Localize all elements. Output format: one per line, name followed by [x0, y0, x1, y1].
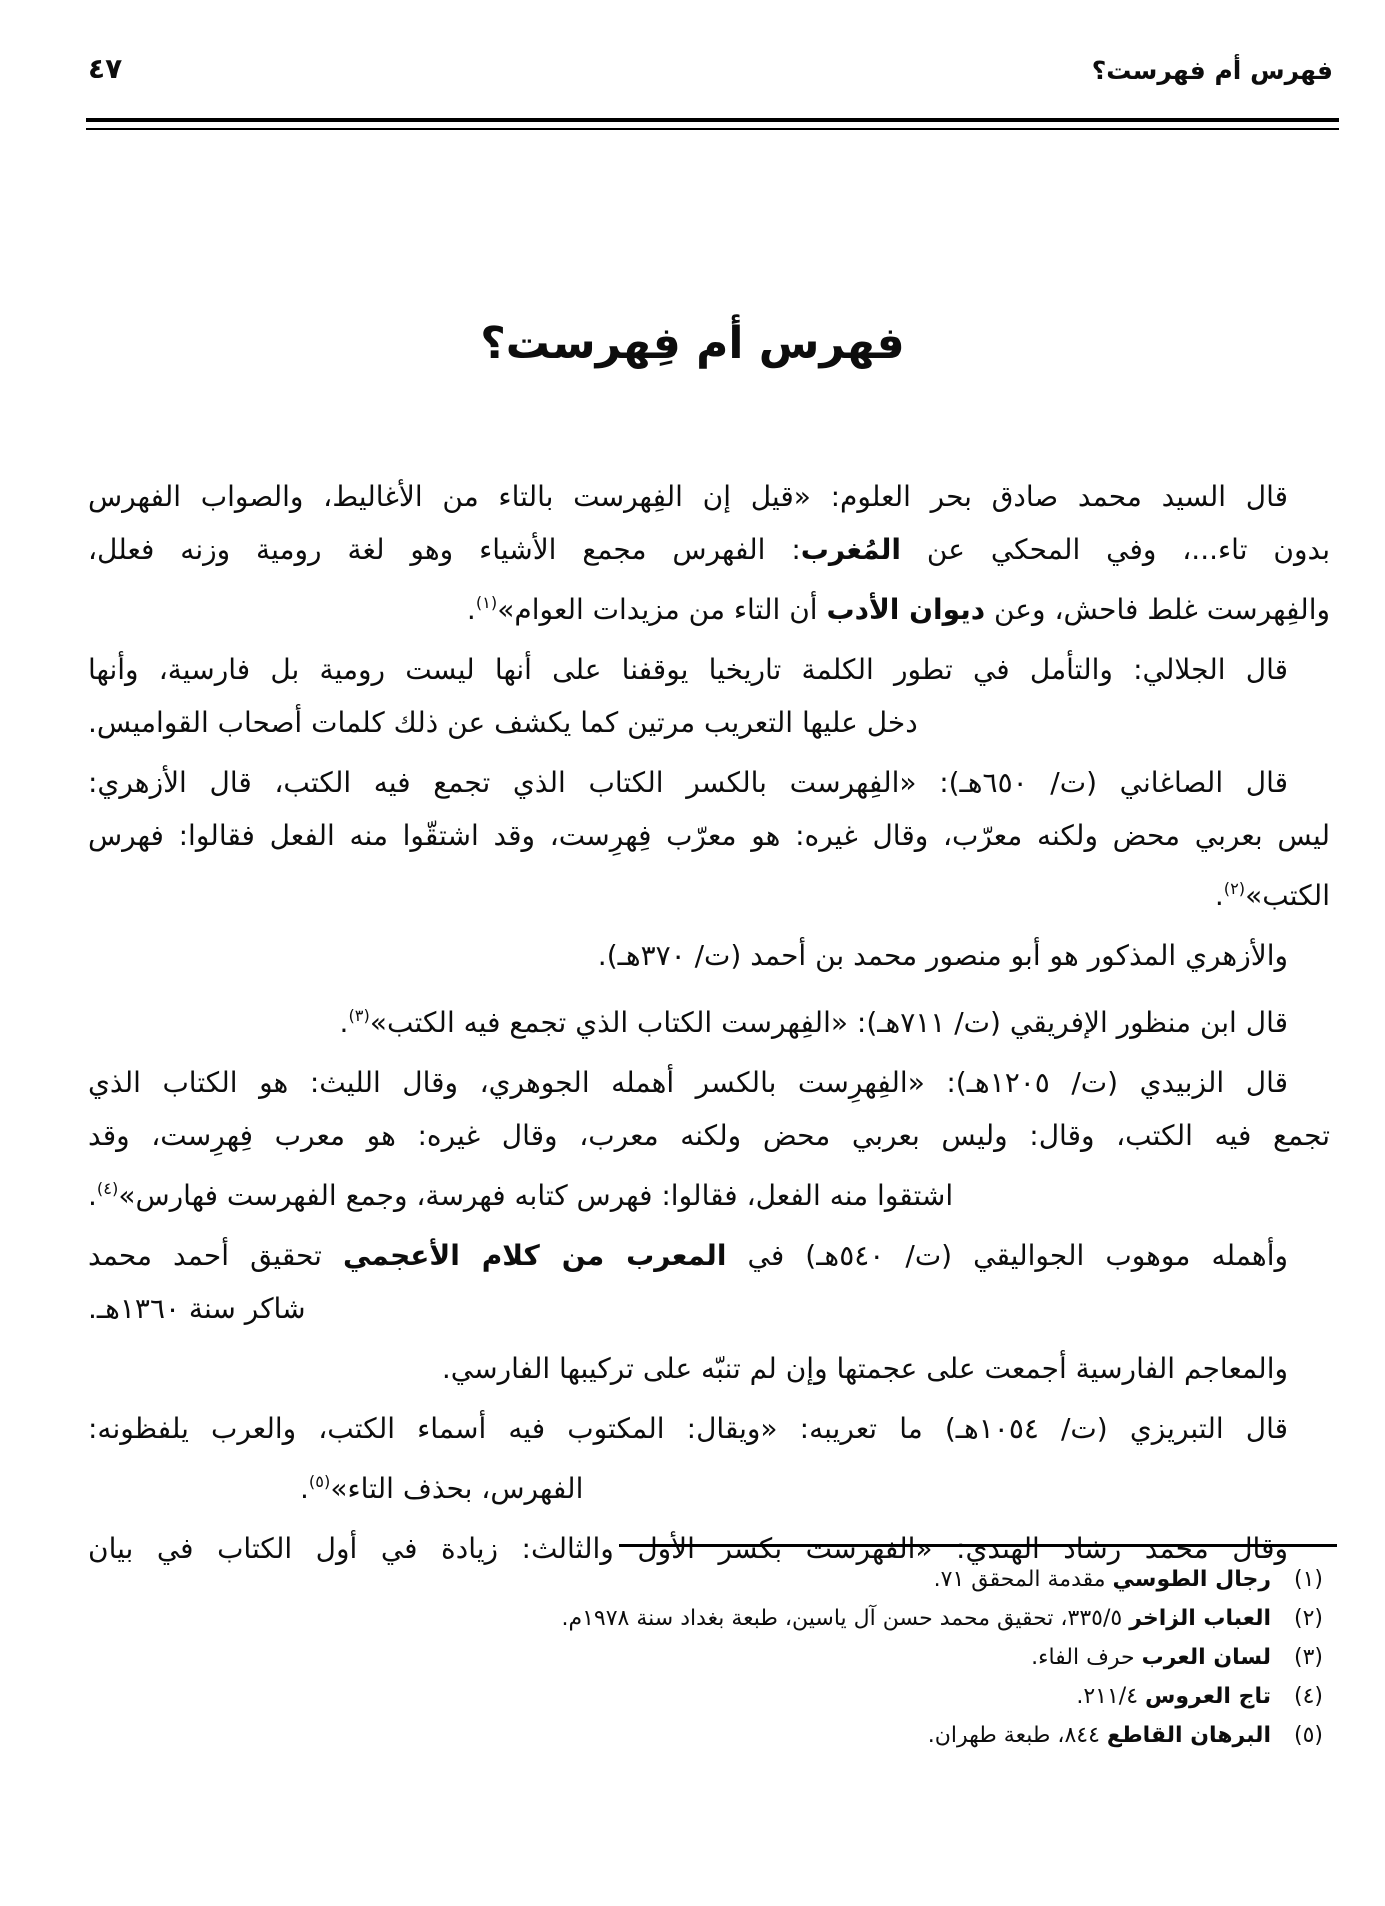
paragraph-line: [88, 576, 1330, 636]
text-run: قال الزبيدي (ت/ ١٢٠٥هـ): «الفِهرِست بالكسر أهمله الجوهري، وقال الليث: هو الكتاب الذي: [88, 1066, 1288, 1099]
text-run: ٢١١/٤.: [1076, 1684, 1146, 1709]
paragraph: [88, 1342, 1330, 1395]
footnote-ref: (٣): [348, 1006, 370, 1025]
footnote-text: [88, 1638, 1271, 1677]
paragraph: [88, 1056, 1330, 1222]
text-run: .: [300, 1472, 309, 1505]
paragraph-line: [88, 643, 1330, 696]
text-run: اشتقوا منه الفعل، فقالوا: فهرس كتابه فهرسة، وجمع الفهرست فهارس»: [118, 1179, 954, 1212]
text-run: دخل عليها التعريب مرتين كما يكشف عن ذلك كلمات أصحاب القواميس.: [88, 706, 918, 739]
paragraph: [88, 756, 1330, 922]
paragraph: [88, 929, 1330, 982]
text-run: .: [88, 1179, 97, 1212]
paragraph: [88, 989, 1330, 1049]
text-run: تحقيق أحمد محمد: [88, 1239, 343, 1272]
text-run: المعرب من كلام الأعجمي: [342, 1239, 727, 1272]
paragraph-line: [88, 862, 1330, 922]
text-run: والأزهري المذكور هو أبو منصور محمد بن أحمد (ت/ ٣٧٠هـ).: [597, 939, 1288, 972]
footnote-item: [88, 1677, 1323, 1716]
paragraph-line: [88, 1402, 1330, 1455]
text-run: بدون تاء...، وفي المحكي عن: [901, 533, 1330, 566]
footnote-marker: (٣): [1293, 1645, 1323, 1670]
text-run: .: [466, 593, 476, 626]
text-run: ٣٣٥/٥، تحقيق محمد حسن آل ياسين، طبعة بغداد سنة ١٩٧٨م.: [561, 1606, 1130, 1631]
text-run: والفِهرست غلط فاحش، وعن: [985, 593, 1330, 626]
page-number: ٤٧: [88, 52, 123, 85]
text-run: شاكر سنة ١٣٦٠هـ.: [88, 1292, 306, 1325]
footnotes: [88, 1560, 1323, 1755]
text-run: لسان العرب: [1141, 1645, 1271, 1670]
text-run: حرف الفاء.: [1031, 1645, 1142, 1670]
paragraph-line: [88, 1229, 1330, 1282]
page-title: فهرس أم فِهرست؟: [480, 318, 905, 369]
text-run: العباب الزاخر: [1129, 1606, 1271, 1631]
footnote-ref: (٥): [308, 1472, 331, 1491]
paragraph-line: [300, 1455, 1330, 1515]
footnote-marker: (١): [1293, 1567, 1323, 1592]
body-text: [88, 470, 1330, 1582]
footnote-ref: (١): [475, 593, 498, 612]
paragraph-line: [88, 1162, 1330, 1222]
footnote-text: [88, 1599, 1271, 1638]
paragraph: [88, 643, 1330, 749]
running-header-title: فهرس أم فهرست؟: [1091, 56, 1333, 85]
text-run: قال السيد محمد صادق بحر العلوم: «قيل إن الفِهرست بالتاء من الأغاليط، والصواب الفهرس: [88, 480, 1288, 513]
footnote-item: [88, 1716, 1323, 1755]
header-rule: [86, 118, 1339, 130]
footnote-text: [88, 1560, 1271, 1599]
text-run: قال التبريزي (ت/ ١٠٥٤هـ) ما تعريبه: «ويقال: المكتوب فيه أسماء الكتب، والعرب يلفظونه:: [88, 1412, 1288, 1445]
text-run: رجال الطوسي: [1112, 1567, 1271, 1592]
text-run: ٨٤٤، طبعة طهران.: [927, 1723, 1107, 1748]
footnote-separator-rule: [619, 1544, 1337, 1547]
footnote-item: [88, 1560, 1323, 1599]
paragraph-line: [88, 470, 1330, 523]
paragraph: [88, 1229, 1330, 1335]
text-run: .: [1214, 879, 1224, 912]
footnote-marker: (٥): [1293, 1723, 1323, 1748]
footnote-marker: (٤): [1293, 1684, 1323, 1709]
text-run: ليس بعربي محض ولكنه معرّب، وقال غيره: هو معرّب فِهرِست، وقد اشتقّوا منه الفعل فقالوا: فهرس: [88, 819, 1330, 852]
paragraph: [88, 1402, 1330, 1515]
paragraph-line: [88, 523, 1330, 576]
paragraph-line: [88, 1056, 1330, 1109]
paragraph-line: [88, 696, 1330, 749]
paragraph-line: [88, 929, 1330, 982]
footnote-item: [88, 1638, 1323, 1677]
paragraph-line: [88, 756, 1330, 809]
text-run: ديوان الأدب: [826, 593, 986, 626]
footnote-marker: (٢): [1293, 1606, 1323, 1631]
paragraph-line: [88, 1109, 1330, 1162]
text-run: المُغرب: [800, 533, 902, 566]
text-run: مقدمة المحقق ٧١.: [933, 1567, 1113, 1592]
footnote-ref: (٢): [1223, 879, 1246, 898]
text-run: البرهان القاطع: [1106, 1723, 1271, 1748]
text-run: تجمع فيه الكتب، وقال: وليس بعربي محض ولكنه معرب، وقال غيره: هو معرب فِهرِست، وقد: [88, 1119, 1330, 1152]
text-run: الكتب»: [1245, 879, 1330, 912]
footnote-item: [88, 1599, 1323, 1638]
text-run: الفهرس، بحذف التاء»: [330, 1472, 584, 1505]
paragraph-line: [88, 809, 1330, 862]
paragraph-line: [88, 989, 1330, 1049]
footnote-text: [88, 1677, 1271, 1716]
text-run: أن التاء من مزيدات العوام»: [497, 593, 827, 626]
text-run: قال ابن منظور الإفريقي (ت/ ٧١١هـ): «الفِهرست الكتاب الذي تجمع فيه الكتب»: [369, 1006, 1288, 1039]
footnote-ref: (٤): [96, 1179, 119, 1198]
paragraph-line: [88, 1282, 1330, 1335]
running-header: [88, 52, 1333, 85]
text-run: وقال محمد رشاد الهندي: «الفهرست بكسر الأول والثالث: زيادة في أول الكتاب في بيان: [88, 1532, 1288, 1565]
text-run: قال الجلالي: والتأمل في تطور الكلمة تاريخيا يوقفنا على أنها ليست رومية بل فارسية، وأنها: [88, 653, 1288, 686]
text-run: .: [339, 1006, 349, 1039]
text-run: تاج العروس: [1145, 1684, 1271, 1709]
text-run: قال الصاغاني (ت/ ٦٥٠هـ): «الفِهرست بالكسر الكتاب الذي تجمع فيه الكتب، قال الأزهري:: [88, 766, 1289, 799]
text-run: وأهمله موهوب الجواليقي (ت/ ٥٤٠هـ) في: [726, 1239, 1289, 1272]
paragraph: [88, 470, 1330, 636]
paragraph-line: [88, 1342, 1330, 1395]
footnote-text: [88, 1716, 1271, 1755]
text-run: : الفهرس مجمع الأشياء وهو لغة رومية وزنه فعلل،: [88, 533, 801, 566]
text-run: والمعاجم الفارسية أجمعت على عجمتها وإن لم تنبّه على تركيبها الفارسي.: [441, 1352, 1288, 1385]
